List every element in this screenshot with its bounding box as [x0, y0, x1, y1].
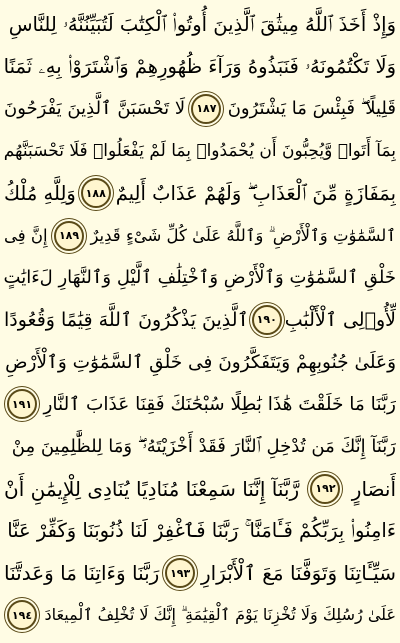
ayah-number-marker: ١٨٩ — [54, 221, 84, 251]
verse-text: وَعَلَىٰ جُنُوبِهِمْ وَيَتَفَكَّرُونَ فِى خَلْقِ ٱلسَّمَٰوَٰتِ وَٱلْأَرْضِ — [5, 351, 396, 373]
verse-text: وَإِذْ أَخَذَ ٱللَّهُ مِيثَٰقَ ٱلَّذِينَ أُوتُوا۟ ٱلْكِتَٰبَ لَتُبَيِّنُنَّهُۥ لِلنَّاسِ — [8, 13, 396, 36]
verse-text: ٱلسَّمَٰوَٰتِ وَٱلْأَرْضِ ۗ وَٱللَّهُ عَلَىٰ كُلِّ شَىْءٍ قَدِيرٌ — [90, 225, 396, 245]
verse-line — [4, 384, 396, 425]
ayah-number-marker: ١٨٨ — [81, 178, 111, 208]
ayah-number-marker: ١٩٠ — [252, 305, 282, 335]
verse-text: رَبَّنَآ إِنَّكَ مَن تُدْخِلِ ٱلنَّارَ فَقَدْ أَخْزَيْتَهُۥ ۖ وَمَا لِلظَّٰلِمِينَ مِنْ — [11, 436, 396, 457]
verse-text: عَلَىٰ رُسُلِكَ وَلَا تُخْزِنَا يَوْمَ ٱلْقِيَٰمَةِ ۗ إِنَّكَ لَا تُخْلِفُ ٱلْمِيعَادَ — [44, 605, 396, 625]
verse-line — [4, 553, 396, 594]
verse-text: لَا تَحْسَبَنَّ ٱلَّذِينَ يَفْرَحُونَ — [4, 98, 186, 120]
verse-text: لِّأُو۟لِى ٱلْأَلْبَٰبِ — [284, 308, 396, 331]
verse-text: بِمَفَازَةٍ مِّنَ ٱلْعَذَابِ ۖ وَلَهُمْ عَذَابٌ أَلِيمٌ — [115, 181, 396, 205]
verse-line — [4, 46, 396, 87]
verse-line — [4, 215, 396, 256]
verse-line — [4, 4, 396, 45]
verse-text: وَلَا تَكْتُمُونَهُۥ فَنَبَذُوهُ وَرَآءَ ظُهُورِهِمْ وَٱشْتَرَوْا۟ بِهِۦ ثَمَنًا — [4, 55, 396, 79]
verse-text: رَّبَّنَآ إِنَّنَا سَمِعْنَا مُنَادِيًا يُنَادِى لِلْإِيمَٰنِ أَنْ — [4, 476, 300, 501]
verse-line — [4, 173, 396, 214]
verse-line — [4, 131, 396, 172]
verse-line — [4, 426, 396, 467]
verse-text: وَلِلَّهِ مُلْكُ — [4, 181, 76, 205]
ayah-number-marker: ١٩١ — [7, 389, 37, 419]
verse-text: خَلْقِ ٱلسَّمَٰوَٰتِ وَٱلْأَرْضِ وَٱخْتِلَٰفِ ٱلَّيْلِ وَٱلنَّهَارِ لَءَايَٰتٍ — [4, 267, 396, 289]
verse-text: أَنصَارٍ — [351, 476, 396, 501]
verse-text: ٱلَّذِينَ يَذْكُرُونَ ٱللَّهَ قِيَٰمًا وَقُعُودًا — [4, 308, 249, 331]
verse-text: بِمَآ أَتَوا۟ وَّيُحِبُّونَ أَن يُحْمَدُوا۟ بِمَا لَمْ يَفْعَلُوا۟ فَلَا تَحْسَبَنَّهُم — [4, 141, 396, 162]
ayah-number-marker: ١٩٣ — [165, 558, 195, 588]
verse-line — [4, 257, 396, 298]
ayah-number-marker: ١٨٧ — [191, 94, 221, 124]
verse-text: إِنَّ فِى — [4, 226, 48, 245]
verse-line — [4, 299, 396, 340]
verse-line — [4, 342, 396, 383]
verse-line — [4, 88, 396, 129]
verse-text: سَيِّـَٔاتِنَا وَتَوَفَّنَا مَعَ ٱلْأَبْرَارِ — [200, 561, 396, 586]
verse-text: رَبَّنَا مَا خَلَقْتَ هَٰذَا بَٰطِلًا سُبْحَٰنَكَ فَقِنَا عَذَابَ ٱلنَّارِ — [43, 393, 396, 415]
verse-text: ءَامِنُوا۟ بِرَبِّكُمْ فَـَٔامَنَّا ۚ رَبَّنَا فَٱغْفِرْ لَنَا ذُنُوبَنَا وَكَفِّرْ عَنَّا — [7, 519, 396, 543]
verse-line — [4, 468, 396, 509]
verse-text: قَلِيلًا ۖ فَبِئْسَ مَا يَشْتَرُونَ — [227, 98, 396, 120]
verse-text: رَبَّنَا وَءَاتِنَا مَا وَعَدتَّنَا — [4, 561, 160, 586]
ayah-number-marker: ١٩٤ — [7, 600, 37, 630]
ayah-number-marker: ١٩٢ — [310, 474, 340, 504]
verse-line — [4, 510, 396, 551]
verse-line — [4, 595, 396, 636]
